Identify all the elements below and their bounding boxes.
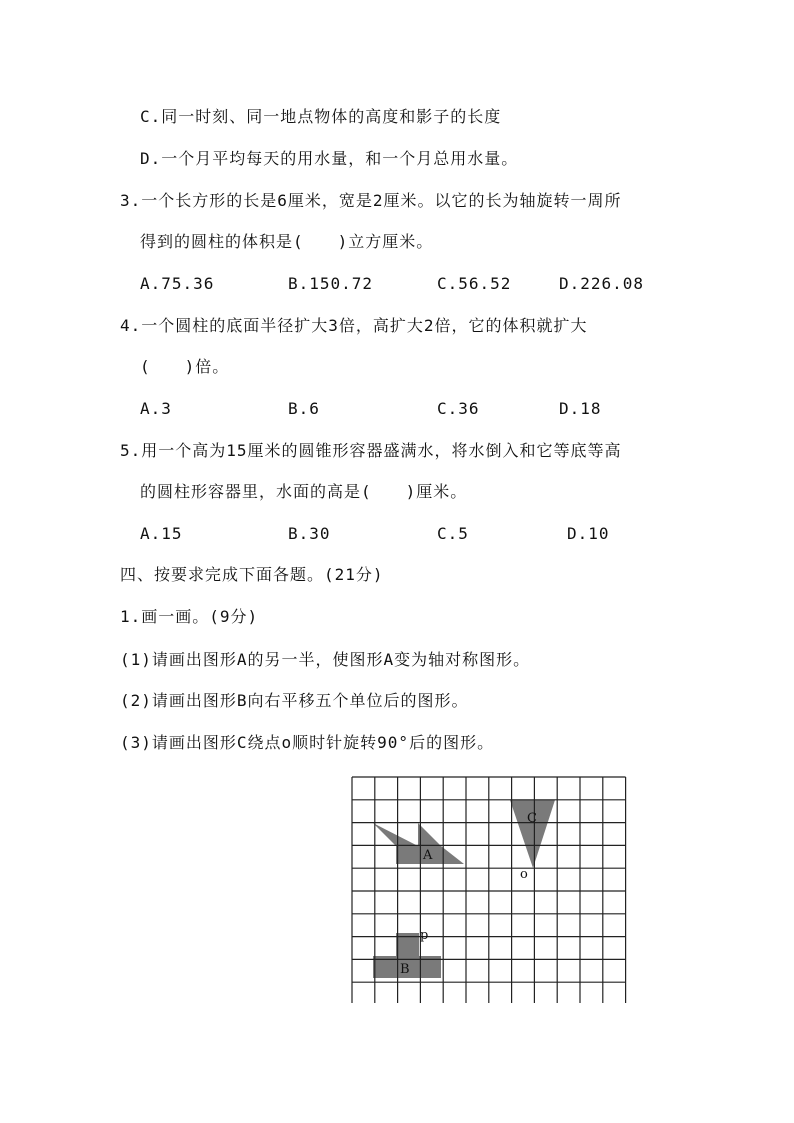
q2-option-d: D.一个月平均每天的用水量，和一个月总用水量。	[140, 149, 519, 168]
grid-svg	[350, 775, 630, 1003]
drawing-grid	[350, 775, 630, 1007]
label-a: A	[423, 848, 433, 863]
q5-option-d: D.10	[567, 524, 610, 543]
q5-option-a: A.15	[140, 524, 183, 543]
q5-stem-line2: 的圆柱形容器里，水面的高是( )厘米。	[140, 482, 468, 501]
q3-stem-line1: 3.一个长方形的长是6厘米，宽是2厘米。以它的长为轴旋转一周所	[120, 191, 622, 210]
task1-text: (1)请画出图形A的另一半，使图形A变为轴对称图形。	[120, 650, 531, 669]
q5-option-c: C.5	[437, 524, 469, 543]
q5-stem-line1: 5.用一个高为15厘米的圆锥形容器盛满水，将水倒入和它等底等高	[120, 441, 622, 460]
q4-option-c: C.36	[437, 399, 480, 418]
q2-option-c: C.同一时刻、同一地点物体的高度和影子的长度	[140, 107, 502, 126]
q3-option-b: B.150.72	[288, 274, 374, 293]
q3-stem-line2: 得到的圆柱的体积是( )立方厘米。	[140, 232, 434, 251]
task3-text: (3)请画出图形C绕点o顺时针旋转90°后的图形。	[120, 733, 495, 752]
q3-option-c: C.56.52	[437, 274, 512, 293]
point-o-label: o	[520, 867, 528, 882]
label-c: C	[527, 811, 537, 826]
shape-a	[373, 823, 464, 864]
q5-option-b: B.30	[288, 524, 331, 543]
section4-heading: 四、按要求完成下面各题。(21分)	[120, 565, 384, 584]
q3-option-d: D.226.08	[559, 274, 645, 293]
q4-option-d: D.18	[559, 399, 602, 418]
q3-option-a: A.75.36	[140, 274, 215, 293]
q4-stem-line1: 4.一个圆柱的底面半径扩大3倍，高扩大2倍，它的体积就扩大	[120, 316, 588, 335]
task2-text: (2)请画出图形B向右平移五个单位后的图形。	[120, 691, 469, 710]
label-b: B	[400, 962, 410, 977]
q4-stem-line2: ( )倍。	[140, 357, 230, 376]
sub1-title: 1.画一画。(9分)	[120, 607, 259, 626]
label-p: p	[420, 928, 429, 943]
q4-option-b: B.6	[288, 399, 320, 418]
q4-option-a: A.3	[140, 399, 172, 418]
